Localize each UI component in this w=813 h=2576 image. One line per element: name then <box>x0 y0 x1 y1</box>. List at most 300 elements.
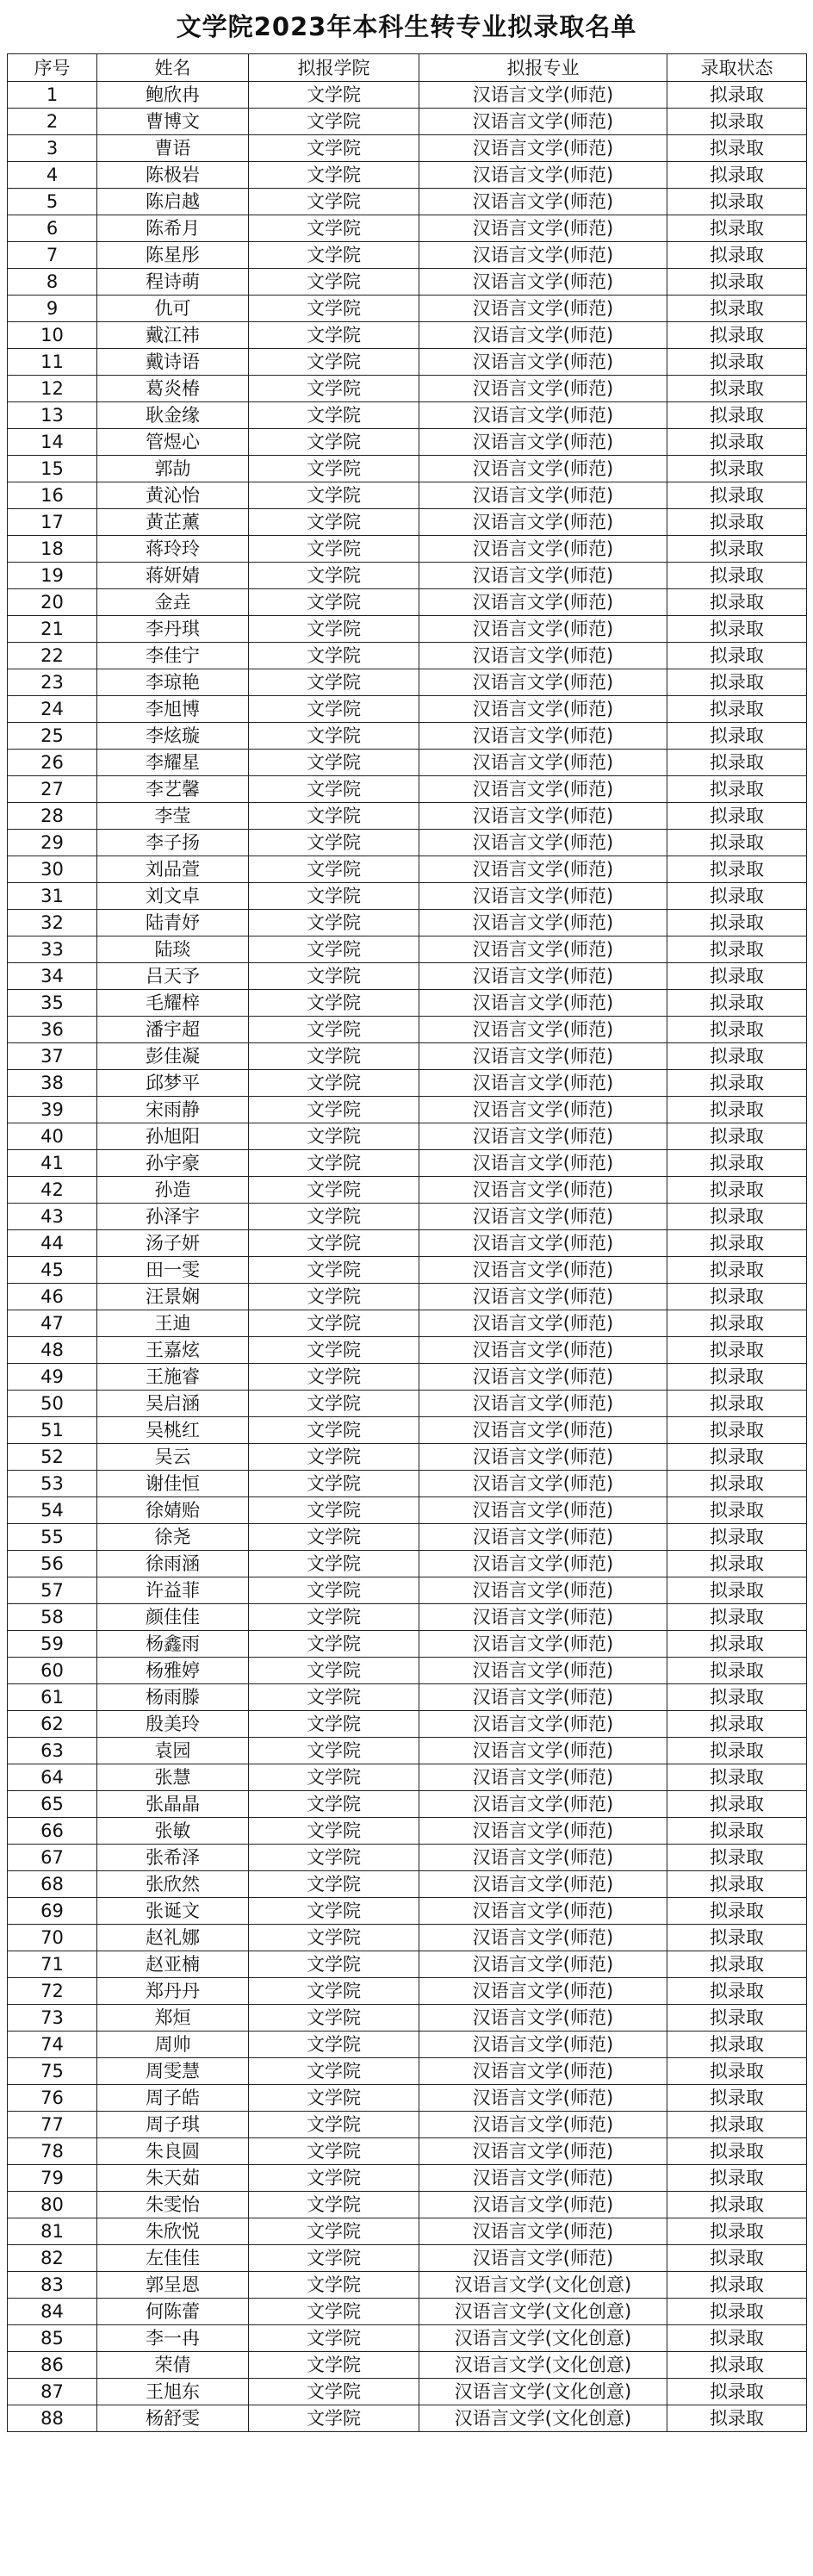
cell-major: 汉语言文学(师范) <box>419 776 667 803</box>
cell-major: 汉语言文学(师范) <box>419 2165 667 2192</box>
cell-college: 文学院 <box>249 669 419 696</box>
cell-major: 汉语言文学(师范) <box>419 1097 667 1123</box>
cell-college: 文学院 <box>249 322 419 349</box>
cell-major: 汉语言文学(师范) <box>419 429 667 456</box>
cell-major: 汉语言文学(师范) <box>419 1204 667 1230</box>
table-row <box>8 1658 807 1684</box>
table-row <box>8 936 807 963</box>
cell-major: 汉语言文学(师范) <box>419 1123 667 1150</box>
cell-index: 84 <box>8 2299 97 2325</box>
cell-name: 吕天予 <box>97 963 249 990</box>
cell-index: 7 <box>8 242 97 269</box>
cell-name: 孙旭阳 <box>97 1123 249 1150</box>
cell-status: 拟录取 <box>667 215 807 242</box>
table-row <box>8 1577 807 1604</box>
cell-college: 文学院 <box>249 2352 419 2379</box>
cell-status: 拟录取 <box>667 296 807 322</box>
cell-index: 15 <box>8 456 97 482</box>
cell-status: 拟录取 <box>667 856 807 883</box>
table-row <box>8 2245 807 2272</box>
cell-name: 宋雨静 <box>97 1097 249 1123</box>
cell-status: 拟录取 <box>667 2032 807 2058</box>
cell-index: 17 <box>8 509 97 536</box>
cell-name: 陈星彤 <box>97 242 249 269</box>
cell-college: 文学院 <box>249 1684 419 1711</box>
table-row <box>8 1204 807 1230</box>
cell-index: 81 <box>8 2218 97 2245</box>
cell-major: 汉语言文学(师范) <box>419 1658 667 1684</box>
cell-major: 汉语言文学(师范) <box>419 723 667 750</box>
cell-name: 刘文卓 <box>97 883 249 910</box>
cell-major: 汉语言文学(师范) <box>419 669 667 696</box>
cell-major: 汉语言文学(师范) <box>419 2005 667 2032</box>
cell-name: 左佳佳 <box>97 2245 249 2272</box>
table-row <box>8 1898 807 1925</box>
cell-college: 文学院 <box>249 1097 419 1123</box>
cell-college: 文学院 <box>249 189 419 215</box>
cell-name: 陆青妤 <box>97 910 249 936</box>
cell-college: 文学院 <box>249 1898 419 1925</box>
cell-status: 拟录取 <box>667 990 807 1017</box>
cell-name: 耿金缘 <box>97 402 249 429</box>
table-row <box>8 1284 807 1310</box>
cell-college: 文学院 <box>249 1444 419 1471</box>
cell-major: 汉语言文学(师范) <box>419 1845 667 1871</box>
cell-college: 文学院 <box>249 2192 419 2218</box>
cell-status: 拟录取 <box>667 2352 807 2379</box>
cell-major: 汉语言文学(师范) <box>419 1951 667 1978</box>
cell-status: 拟录取 <box>667 830 807 856</box>
cell-index: 53 <box>8 1471 97 1497</box>
cell-major: 汉语言文学(师范) <box>419 963 667 990</box>
cell-name: 李艺馨 <box>97 776 249 803</box>
table-row <box>8 883 807 910</box>
cell-status: 拟录取 <box>667 456 807 482</box>
cell-major: 汉语言文学(师范) <box>419 2112 667 2138</box>
cell-index: 58 <box>8 1604 97 1631</box>
table-row <box>8 1845 807 1871</box>
cell-status: 拟录取 <box>667 1658 807 1684</box>
cell-name: 孙泽宇 <box>97 1204 249 1230</box>
cell-name: 田一雯 <box>97 1257 249 1284</box>
cell-index: 70 <box>8 1925 97 1951</box>
cell-college: 文学院 <box>249 162 419 189</box>
cell-major: 汉语言文学(师范) <box>419 616 667 643</box>
cell-college: 文学院 <box>249 856 419 883</box>
cell-status: 拟录取 <box>667 1898 807 1925</box>
table-row <box>8 1417 807 1444</box>
cell-index: 38 <box>8 1070 97 1097</box>
cell-status: 拟录取 <box>667 2058 807 2085</box>
cell-index: 20 <box>8 589 97 616</box>
cell-name: 吴桃红 <box>97 1417 249 1444</box>
cell-status: 拟录取 <box>667 2165 807 2192</box>
cell-index: 85 <box>8 2325 97 2352</box>
table-row <box>8 82 807 109</box>
cell-index: 61 <box>8 1684 97 1711</box>
table-row <box>8 1391 807 1417</box>
cell-status: 拟录取 <box>667 2245 807 2272</box>
cell-college: 文学院 <box>249 2379 419 2405</box>
cell-college: 文学院 <box>249 1871 419 1898</box>
table-row <box>8 1471 807 1497</box>
table-row <box>8 376 807 402</box>
cell-college: 文学院 <box>249 2245 419 2272</box>
cell-college: 文学院 <box>249 643 419 669</box>
page-title: 文学院2023年本科生转专业拟录取名单 <box>176 12 637 41</box>
cell-name: 徐雨涵 <box>97 1551 249 1577</box>
cell-name: 张诞文 <box>97 1898 249 1925</box>
cell-index: 9 <box>8 296 97 322</box>
cell-major: 汉语言文学(师范) <box>419 402 667 429</box>
table-row <box>8 1150 807 1177</box>
cell-status: 拟录取 <box>667 589 807 616</box>
cell-status: 拟录取 <box>667 723 807 750</box>
table-row <box>8 1925 807 1951</box>
cell-status: 拟录取 <box>667 1097 807 1123</box>
cell-college: 文学院 <box>249 296 419 322</box>
cell-college: 文学院 <box>249 1925 419 1951</box>
cell-index: 82 <box>8 2245 97 2272</box>
cell-name: 李莹 <box>97 803 249 830</box>
cell-major: 汉语言文学(师范) <box>419 536 667 563</box>
cell-status: 拟录取 <box>667 2299 807 2325</box>
cell-major: 汉语言文学(师范) <box>419 82 667 109</box>
cell-major: 汉语言文学(师范) <box>419 1177 667 1204</box>
table-row <box>8 2218 807 2245</box>
cell-major: 汉语言文学(师范) <box>419 1230 667 1257</box>
cell-index: 69 <box>8 1898 97 1925</box>
cell-index: 51 <box>8 1417 97 1444</box>
cell-index: 37 <box>8 1043 97 1070</box>
cell-index: 4 <box>8 162 97 189</box>
cell-index: 32 <box>8 910 97 936</box>
cell-name: 潘宇超 <box>97 1017 249 1043</box>
cell-status: 拟录取 <box>667 269 807 296</box>
cell-name: 李炫璇 <box>97 723 249 750</box>
cell-major: 汉语言文学(文化创意) <box>419 2352 667 2379</box>
cell-major: 汉语言文学(师范) <box>419 162 667 189</box>
table-row <box>8 429 807 456</box>
cell-name: 赵礼娜 <box>97 1925 249 1951</box>
cell-major: 汉语言文学(师范) <box>419 856 667 883</box>
cell-major: 汉语言文学(师范) <box>419 1364 667 1391</box>
cell-status: 拟录取 <box>667 2218 807 2245</box>
cell-name: 陆琰 <box>97 936 249 963</box>
table-row <box>8 616 807 643</box>
cell-major: 汉语言文学(师范) <box>419 2245 667 2272</box>
cell-major: 汉语言文学(文化创意) <box>419 2405 667 2432</box>
cell-college: 文学院 <box>249 429 419 456</box>
cell-college: 文学院 <box>249 109 419 135</box>
cell-index: 45 <box>8 1257 97 1284</box>
cell-name: 周子皓 <box>97 2085 249 2112</box>
cell-index: 54 <box>8 1497 97 1524</box>
cell-college: 文学院 <box>249 2272 419 2299</box>
table-row <box>8 1097 807 1123</box>
table-row <box>8 2325 807 2352</box>
cell-major: 汉语言文学(师范) <box>419 1684 667 1711</box>
cell-name: 戴诗语 <box>97 349 249 376</box>
cell-name: 李子扬 <box>97 830 249 856</box>
cell-name: 荣倩 <box>97 2352 249 2379</box>
cell-college: 文学院 <box>249 936 419 963</box>
cell-name: 谢佳恒 <box>97 1471 249 1497</box>
cell-status: 拟录取 <box>667 1631 807 1658</box>
cell-college: 文学院 <box>249 1337 419 1364</box>
cell-status: 拟录取 <box>667 1471 807 1497</box>
cell-index: 27 <box>8 776 97 803</box>
header-index: 序号 <box>8 54 97 82</box>
table-row <box>8 1604 807 1631</box>
cell-index: 74 <box>8 2032 97 2058</box>
cell-status: 拟录取 <box>667 936 807 963</box>
cell-college: 文学院 <box>249 2112 419 2138</box>
cell-index: 76 <box>8 2085 97 2112</box>
cell-index: 63 <box>8 1738 97 1764</box>
cell-name: 朱欣悦 <box>97 2218 249 2245</box>
cell-college: 文学院 <box>249 1524 419 1551</box>
cell-major: 汉语言文学(师范) <box>419 1898 667 1925</box>
cell-index: 13 <box>8 402 97 429</box>
table-row <box>8 2272 807 2299</box>
cell-name: 黄芷薰 <box>97 509 249 536</box>
cell-status: 拟录取 <box>667 2379 807 2405</box>
cell-college: 文学院 <box>249 2058 419 2085</box>
cell-index: 21 <box>8 616 97 643</box>
table-row <box>8 215 807 242</box>
cell-major: 汉语言文学(师范) <box>419 269 667 296</box>
cell-index: 29 <box>8 830 97 856</box>
cell-college: 文学院 <box>249 1043 419 1070</box>
cell-name: 曹语 <box>97 135 249 162</box>
cell-index: 75 <box>8 2058 97 2085</box>
table-row <box>8 1310 807 1337</box>
cell-index: 24 <box>8 696 97 723</box>
cell-major: 汉语言文学(师范) <box>419 1524 667 1551</box>
table-row <box>8 856 807 883</box>
table-row <box>8 1791 807 1818</box>
table-header-row <box>8 54 807 82</box>
cell-major: 汉语言文学(师范) <box>419 349 667 376</box>
table-row <box>8 643 807 669</box>
cell-college: 文学院 <box>249 910 419 936</box>
cell-index: 8 <box>8 269 97 296</box>
cell-major: 汉语言文学(师范) <box>419 1070 667 1097</box>
cell-index: 83 <box>8 2272 97 2299</box>
cell-college: 文学院 <box>249 2032 419 2058</box>
cell-status: 拟录取 <box>667 750 807 776</box>
cell-index: 49 <box>8 1364 97 1391</box>
cell-index: 16 <box>8 482 97 509</box>
cell-college: 文学院 <box>249 349 419 376</box>
cell-index: 47 <box>8 1310 97 1337</box>
cell-status: 拟录取 <box>667 349 807 376</box>
cell-index: 23 <box>8 669 97 696</box>
cell-major: 汉语言文学(师范) <box>419 1551 667 1577</box>
table-row <box>8 1951 807 1978</box>
cell-index: 87 <box>8 2379 97 2405</box>
cell-name: 杨雅婷 <box>97 1658 249 1684</box>
cell-status: 拟录取 <box>667 1043 807 1070</box>
cell-major: 汉语言文学(师范) <box>419 563 667 589</box>
cell-status: 拟录取 <box>667 1524 807 1551</box>
cell-status: 拟录取 <box>667 1551 807 1577</box>
cell-status: 拟录取 <box>667 1230 807 1257</box>
cell-major: 汉语言文学(师范) <box>419 936 667 963</box>
table-row <box>8 1337 807 1364</box>
table-row <box>8 2138 807 2165</box>
table-row <box>8 1551 807 1577</box>
cell-name: 金垚 <box>97 589 249 616</box>
cell-major: 汉语言文学(师范) <box>419 1043 667 1070</box>
cell-name: 周帅 <box>97 2032 249 2058</box>
cell-college: 文学院 <box>249 803 419 830</box>
cell-index: 68 <box>8 1871 97 1898</box>
cell-index: 22 <box>8 643 97 669</box>
table-row <box>8 1818 807 1845</box>
cell-name: 孙宇豪 <box>97 1150 249 1177</box>
cell-status: 拟录取 <box>667 509 807 536</box>
cell-index: 66 <box>8 1818 97 1845</box>
cell-major: 汉语言文学(师范) <box>419 376 667 402</box>
cell-college: 文学院 <box>249 2218 419 2245</box>
cell-college: 文学院 <box>249 1177 419 1204</box>
cell-name: 彭佳凝 <box>97 1043 249 1070</box>
cell-status: 拟录取 <box>667 536 807 563</box>
cell-status: 拟录取 <box>667 429 807 456</box>
table-row <box>8 322 807 349</box>
cell-index: 26 <box>8 750 97 776</box>
cell-name: 周雯慧 <box>97 2058 249 2085</box>
cell-index: 88 <box>8 2405 97 2432</box>
cell-college: 文学院 <box>249 1417 419 1444</box>
cell-name: 曹博文 <box>97 109 249 135</box>
cell-college: 文学院 <box>249 1364 419 1391</box>
cell-college: 文学院 <box>249 482 419 509</box>
cell-name: 王旭东 <box>97 2379 249 2405</box>
cell-index: 56 <box>8 1551 97 1577</box>
cell-status: 拟录取 <box>667 2405 807 2432</box>
table-row <box>8 2112 807 2138</box>
cell-status: 拟录取 <box>667 2112 807 2138</box>
cell-major: 汉语言文学(师范) <box>419 242 667 269</box>
cell-status: 拟录取 <box>667 1577 807 1604</box>
table-row <box>8 1738 807 1764</box>
cell-index: 11 <box>8 349 97 376</box>
cell-index: 72 <box>8 1978 97 2005</box>
cell-index: 59 <box>8 1631 97 1658</box>
cell-status: 拟录取 <box>667 1177 807 1204</box>
cell-major: 汉语言文学(师范) <box>419 883 667 910</box>
cell-status: 拟录取 <box>667 643 807 669</box>
cell-status: 拟录取 <box>667 910 807 936</box>
cell-name: 吴云 <box>97 1444 249 1471</box>
cell-major: 汉语言文学(师范) <box>419 1337 667 1364</box>
table-row <box>8 1497 807 1524</box>
table-row <box>8 189 807 215</box>
cell-name: 王施睿 <box>97 1364 249 1391</box>
cell-major: 汉语言文学(师范) <box>419 696 667 723</box>
cell-major: 汉语言文学(师范) <box>419 509 667 536</box>
cell-status: 拟录取 <box>667 1978 807 2005</box>
cell-index: 33 <box>8 936 97 963</box>
cell-index: 39 <box>8 1097 97 1123</box>
table-row <box>8 1631 807 1658</box>
cell-major: 汉语言文学(师范) <box>419 1310 667 1337</box>
cell-name: 徐尧 <box>97 1524 249 1551</box>
cell-index: 42 <box>8 1177 97 1204</box>
cell-status: 拟录取 <box>667 776 807 803</box>
cell-college: 文学院 <box>249 2325 419 2352</box>
cell-status: 拟录取 <box>667 1123 807 1150</box>
cell-name: 张晶晶 <box>97 1791 249 1818</box>
cell-index: 80 <box>8 2192 97 2218</box>
cell-index: 48 <box>8 1337 97 1364</box>
table-row <box>8 990 807 1017</box>
table-body <box>8 82 807 2432</box>
cell-major: 汉语言文学(师范) <box>419 456 667 482</box>
table-row <box>8 669 807 696</box>
cell-index: 35 <box>8 990 97 1017</box>
cell-index: 36 <box>8 1017 97 1043</box>
table-row <box>8 2085 807 2112</box>
cell-index: 28 <box>8 803 97 830</box>
header-status: 录取状态 <box>667 54 807 82</box>
cell-major: 汉语言文学(师范) <box>419 1417 667 1444</box>
cell-college: 文学院 <box>249 1123 419 1150</box>
cell-college: 文学院 <box>249 376 419 402</box>
cell-status: 拟录取 <box>667 2085 807 2112</box>
cell-college: 文学院 <box>249 1257 419 1284</box>
cell-index: 3 <box>8 135 97 162</box>
cell-index: 14 <box>8 429 97 456</box>
cell-status: 拟录取 <box>667 1150 807 1177</box>
cell-name: 鲍欣冉 <box>97 82 249 109</box>
cell-name: 朱天茹 <box>97 2165 249 2192</box>
cell-major: 汉语言文学(师范) <box>419 482 667 509</box>
cell-major: 汉语言文学(师范) <box>419 1577 667 1604</box>
table-row <box>8 2032 807 2058</box>
cell-status: 拟录取 <box>667 1364 807 1391</box>
cell-college: 文学院 <box>249 963 419 990</box>
cell-status: 拟录取 <box>667 2192 807 2218</box>
cell-name: 张希泽 <box>97 1845 249 1871</box>
table-row <box>8 2192 807 2218</box>
table-row <box>8 696 807 723</box>
cell-index: 1 <box>8 82 97 109</box>
cell-name: 黄沁怡 <box>97 482 249 509</box>
cell-major: 汉语言文学(师范) <box>419 1497 667 1524</box>
cell-major: 汉语言文学(师范) <box>419 1284 667 1310</box>
cell-college: 文学院 <box>249 242 419 269</box>
cell-index: 79 <box>8 2165 97 2192</box>
cell-index: 10 <box>8 322 97 349</box>
cell-college: 文学院 <box>249 269 419 296</box>
cell-name: 郭劼 <box>97 456 249 482</box>
table-row <box>8 1070 807 1097</box>
cell-college: 文学院 <box>249 1951 419 1978</box>
table-row <box>8 1017 807 1043</box>
cell-index: 73 <box>8 2005 97 2032</box>
table-row <box>8 482 807 509</box>
cell-college: 文学院 <box>249 456 419 482</box>
table-row <box>8 1177 807 1204</box>
cell-college: 文学院 <box>249 1551 419 1577</box>
table-row <box>8 349 807 376</box>
cell-index: 41 <box>8 1150 97 1177</box>
header-name: 姓名 <box>97 54 249 82</box>
